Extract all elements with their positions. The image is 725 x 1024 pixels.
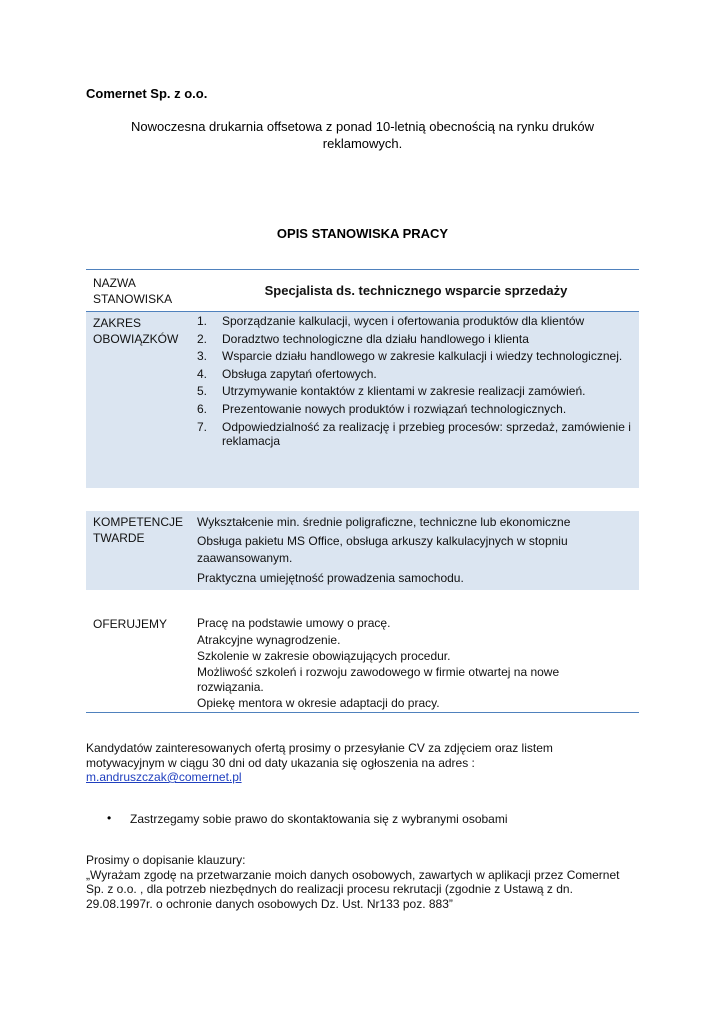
duties-list bbox=[197, 313, 632, 448]
duties-row bbox=[86, 312, 639, 488]
application-instructions bbox=[86, 741, 556, 785]
email-link[interactable]: m.andruszczak@comernet.pl bbox=[86, 770, 242, 784]
offer-line: Pracę na podstawie umowy o pracę. bbox=[197, 616, 391, 630]
position-label: NAZWA STANOWISKA bbox=[93, 276, 173, 306]
list-item-number: 3. bbox=[197, 349, 208, 363]
bullet-icon: • bbox=[107, 811, 112, 825]
hard-skills-row bbox=[86, 511, 639, 590]
hard-skill-line: Praktyczna umiejętność prowadzenia samochodu. bbox=[197, 571, 464, 585]
offer-label: OFERUJEMY bbox=[93, 617, 168, 631]
position-title: Specjalista ds. technicznego wsparcie sprzedaży bbox=[264, 283, 568, 298]
clause-text: „Wyrażam zgodę na przetwarzanie moich danych osobowych, zawartych w aplikacji przez Comernet Sp. z o.o. , dla potrzeb niezbędnych do realizacji procesu rekrutacji (zgodnie z Ustawą z dn. 29.08.1997r. o ochronie danych osobowych Dz. Ust. Nr133 poz. 883” bbox=[86, 867, 620, 911]
table-bottom-rule bbox=[86, 712, 639, 713]
list-item-number: 2. bbox=[197, 331, 208, 346]
list-item bbox=[197, 401, 632, 419]
position-row bbox=[86, 270, 639, 311]
list-item-text: Prezentowanie nowych produktów i rozwiązań technologicznych. bbox=[222, 401, 567, 416]
clause-intro: Prosimy o dopisanie klauzury: bbox=[86, 853, 246, 867]
hard-skill-line: Wykształcenie min. średnie poligraficzne, techniczne lub ekonomiczne bbox=[197, 515, 571, 529]
list-item-text: Odpowiedzialność za realizację i przebieg procesów: sprzedaż, zamówienie i reklamacja bbox=[222, 420, 631, 448]
hard-skill-line: Obsługa pakietu MS Office, obsługa arkuszy kalkulacyjnych w stopniu zaawansowanym. bbox=[197, 534, 568, 565]
page-title: OPIS STANOWISKA PRACY bbox=[276, 226, 449, 241]
list-item-number: 7. bbox=[197, 420, 208, 434]
offer-row bbox=[86, 613, 639, 711]
list-item-text: Sporządzanie kalkulacji, wycen i ofertowania produktów dla klientów bbox=[222, 314, 585, 328]
duties-label: ZAKRES OBOWIĄZKÓW bbox=[93, 316, 179, 346]
list-item bbox=[197, 331, 632, 349]
duties-list-wrap bbox=[197, 313, 632, 448]
list-item-text: Utrzymywanie kontaktów z klientami w zakresie realizacji zamówień. bbox=[222, 384, 586, 398]
list-item-text: Doradztwo technologiczne dla działu handlowego i klienta bbox=[222, 331, 529, 346]
offer-content bbox=[197, 615, 572, 711]
list-item bbox=[197, 383, 632, 401]
offer-line: Atrakcyjne wynagrodzenie. bbox=[197, 632, 341, 647]
application-text: Kandydatów zainteresowanych ofertą prosimy o przesyłanie CV za zdjęciem oraz listem motywacyjnym w ciągu 30 dni od daty ukazania się ogłoszenia na adres : bbox=[86, 741, 553, 770]
list-item-text: Obsługa zapytań ofertowych. bbox=[222, 366, 377, 381]
list-item-number: 6. bbox=[197, 401, 208, 416]
list-item bbox=[197, 366, 632, 384]
offer-line: Możliwość szkoleń i rozwoju zawodowego w firmie otwartej na nowe rozwiązania. bbox=[197, 664, 560, 694]
list-item-number: 4. bbox=[197, 366, 208, 381]
hard-skills-content bbox=[197, 514, 597, 587]
offer-line: Szkolenie w zakresie obowiązujących procedur. bbox=[197, 649, 451, 663]
company-name: Comernet Sp. z o.o. bbox=[86, 86, 208, 101]
bullet-note: Zastrzegamy sobie prawo do skontaktowania się z wybranymi osobami bbox=[130, 812, 508, 826]
company-tagline: Nowoczesna drukarnia offsetowa z ponad 10-letnią obecnością na rynku druków reklamowych. bbox=[131, 119, 594, 151]
list-item-text: Wsparcie działu handlowego w zakresie kalkulacji i wiedzy technologicznej. bbox=[222, 349, 623, 363]
list-item bbox=[197, 313, 632, 331]
hard-skills-label: KOMPETENCJE TWARDE bbox=[93, 515, 184, 545]
clause-section bbox=[86, 853, 636, 911]
list-item-number: 5. bbox=[197, 384, 208, 398]
list-item-number: 1. bbox=[197, 314, 208, 328]
job-description-table bbox=[86, 269, 639, 714]
list-item bbox=[197, 348, 632, 366]
offer-line: Opiekę mentora w okresie adaptacji do pracy. bbox=[197, 695, 440, 710]
list-item bbox=[197, 420, 632, 448]
